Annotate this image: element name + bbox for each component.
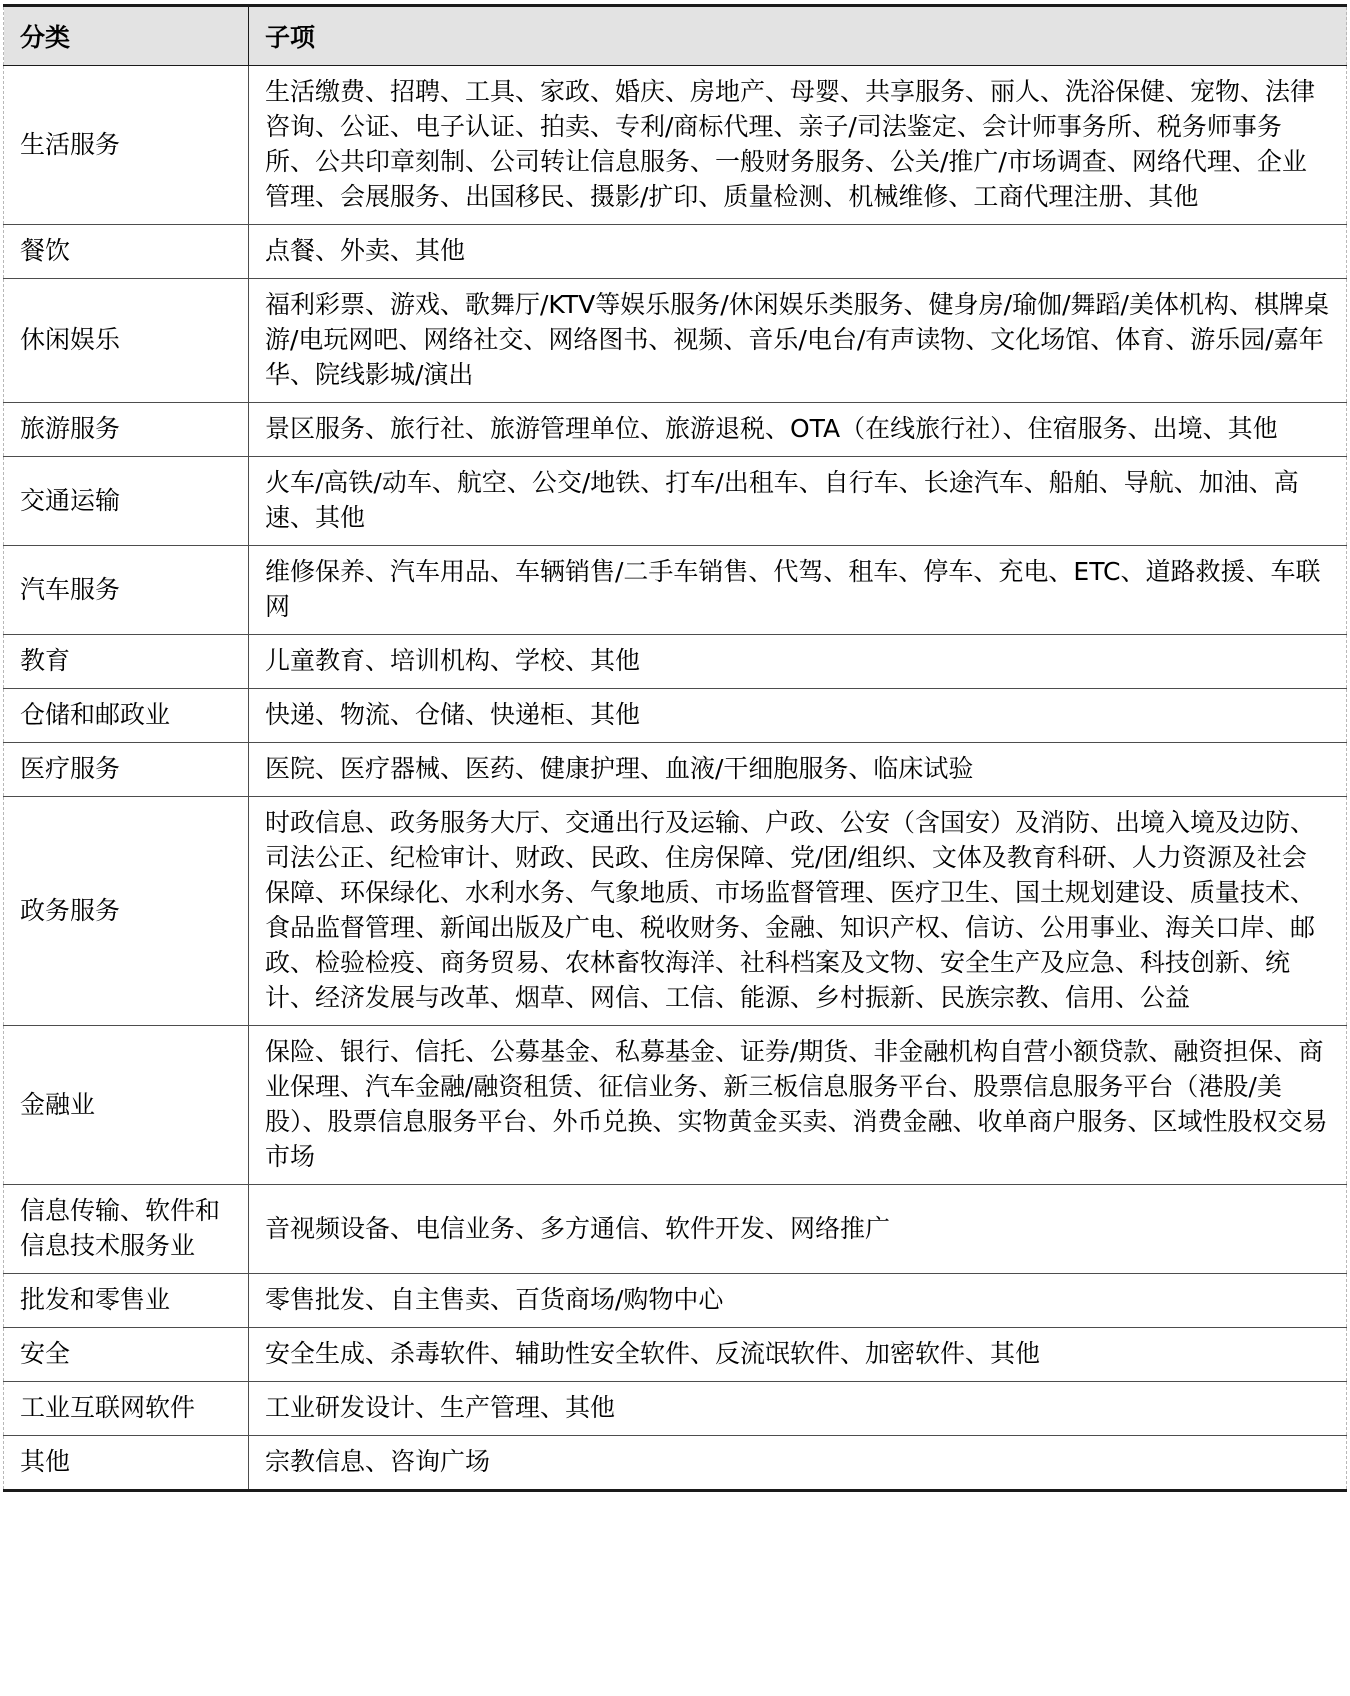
subitems-cell: 安全生成、杀毒软件、辅助性安全软件、反流氓软件、加密软件、其他 (249, 1328, 1347, 1382)
table-row (4, 797, 1347, 1026)
category-cell: 汽车服务 (4, 546, 249, 635)
table-row (4, 66, 1347, 225)
subitems-cell: 福利彩票、游戏、歌舞厅/KTV等娱乐服务/休闲娱乐类服务、健身房/瑜伽/舞蹈/美体机构、棋牌桌游/电玩网吧、网络社交、网络图书、视频、音乐/电台/有声读物、文化场馆、体育、游乐园/嘉年华、院线影城/演出 (249, 279, 1347, 403)
table-row (4, 1328, 1347, 1382)
subitems-cell: 火车/高铁/动车、航空、公交/地铁、打车/出租车、自行车、长途汽车、船舶、导航、加油、高速、其他 (249, 457, 1347, 546)
subitems-cell: 零售批发、自主售卖、百货商场/购物中心 (249, 1274, 1347, 1328)
category-cell: 休闲娱乐 (4, 279, 249, 403)
subitems-cell: 生活缴费、招聘、工具、家政、婚庆、房地产、母婴、共享服务、丽人、洗浴保健、宠物、法律咨询、公证、电子认证、拍卖、专利/商标代理、亲子/司法鉴定、会计师事务所、税务师事务所、公共印章刻制、公司转让信息服务、一般财务服务、公关/推广/市场调查、网络代理、企业管理、会展服务、出国移民、摄影/扩印、质量检测、机械维修、工商代理注册、其他 (249, 66, 1347, 225)
table-row (4, 225, 1347, 279)
header-subitems: 子项 (249, 6, 1347, 66)
table-row (4, 1382, 1347, 1436)
header-category: 分类 (4, 6, 249, 66)
category-cell: 其他 (4, 1436, 249, 1491)
category-cell: 生活服务 (4, 66, 249, 225)
category-cell: 仓储和邮政业 (4, 689, 249, 743)
subitems-cell: 时政信息、政务服务大厅、交通出行及运输、户政、公安（含国安）及消防、出境入境及边防、司法公正、纪检审计、财政、民政、住房保障、党/团/组织、文体及教育科研、人力资源及社会保障、环保绿化、水利水务、气象地质、市场监督管理、医疗卫生、国土规划建设、质量技术、食品监督管理、新闻出版及广电、税收财务、金融、知识产权、信访、公用事业、海关口岸、邮政、检验检疫、商务贸易、农林畜牧海洋、社科档案及文物、安全生产及应急、科技创新、统计、经济发展与改革、烟草、网信、工信、能源、乡村振新、民族宗教、信用、公益 (249, 797, 1347, 1026)
table-row (4, 1026, 1347, 1185)
subitems-cell: 保险、银行、信托、公募基金、私募基金、证券/期货、非金融机构自营小额贷款、融资担保、商业保理、汽车金融/融资租赁、征信业务、新三板信息服务平台、股票信息服务平台（港股/美股）、股票信息服务平台、外币兑换、实物黄金买卖、消费金融、收单商户服务、区域性股权交易市场 (249, 1026, 1347, 1185)
category-cell: 交通运输 (4, 457, 249, 546)
subitems-cell: 音视频设备、电信业务、多方通信、软件开发、网络推广 (249, 1185, 1347, 1274)
category-cell: 旅游服务 (4, 403, 249, 457)
table-row (4, 743, 1347, 797)
category-cell: 安全 (4, 1328, 249, 1382)
category-table-container (3, 4, 1346, 1492)
category-cell: 医疗服务 (4, 743, 249, 797)
category-cell: 教育 (4, 635, 249, 689)
category-table (3, 4, 1347, 1492)
table-row (4, 457, 1347, 546)
category-cell: 信息传输、软件和信息技术服务业 (4, 1185, 249, 1274)
table-row (4, 689, 1347, 743)
subitems-cell: 儿童教育、培训机构、学校、其他 (249, 635, 1347, 689)
category-cell: 工业互联网软件 (4, 1382, 249, 1436)
table-row (4, 403, 1347, 457)
table-row (4, 1274, 1347, 1328)
subitems-cell: 景区服务、旅行社、旅游管理单位、旅游退税、OTA（在线旅行社）、住宿服务、出境、其他 (249, 403, 1347, 457)
table-body (4, 66, 1347, 1491)
table-row (4, 279, 1347, 403)
header-row (4, 6, 1347, 66)
subitems-cell: 维修保养、汽车用品、车辆销售/二手车销售、代驾、租车、停车、充电、ETC、道路救援、车联网 (249, 546, 1347, 635)
table-row (4, 1185, 1347, 1274)
category-cell: 餐饮 (4, 225, 249, 279)
subitems-cell: 医院、医疗器械、医药、健康护理、血液/干细胞服务、临床试验 (249, 743, 1347, 797)
subitems-cell: 快递、物流、仓储、快递柜、其他 (249, 689, 1347, 743)
subitems-cell: 宗教信息、咨询广场 (249, 1436, 1347, 1491)
table-row (4, 1436, 1347, 1491)
table-row (4, 546, 1347, 635)
category-cell: 政务服务 (4, 797, 249, 1026)
subitems-cell: 点餐、外卖、其他 (249, 225, 1347, 279)
table-header (4, 6, 1347, 66)
subitems-cell: 工业研发设计、生产管理、其他 (249, 1382, 1347, 1436)
category-cell: 金融业 (4, 1026, 249, 1185)
table-row (4, 635, 1347, 689)
category-cell: 批发和零售业 (4, 1274, 249, 1328)
